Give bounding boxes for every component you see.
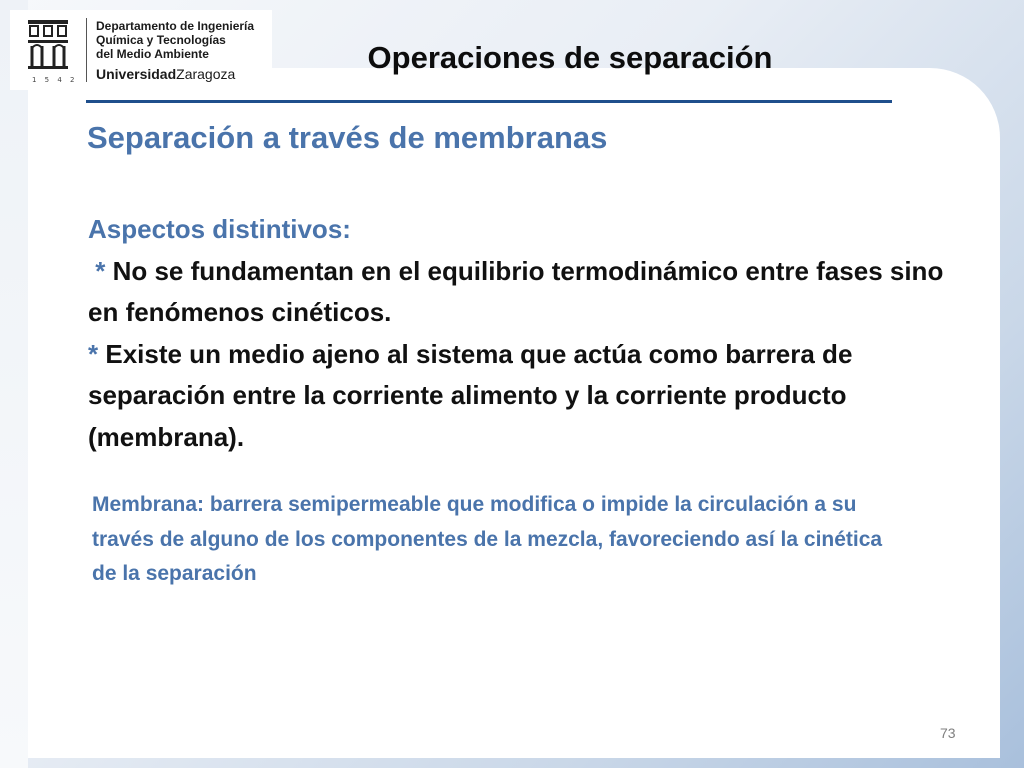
university-name-bold: Universidad: [96, 66, 177, 82]
department-line-1: Departamento de Ingeniería: [96, 19, 255, 33]
title-underline: [86, 100, 892, 103]
bullet-2: [88, 334, 948, 459]
logo-year: 1 5 4 2: [32, 76, 78, 84]
university-crest-icon: [26, 18, 70, 70]
department-line-2: Química y Tecnologías: [96, 33, 226, 47]
slide-body: [88, 209, 948, 458]
slide-title: Operaciones de separación: [367, 40, 773, 75]
bullet-2-marker: *: [88, 338, 99, 369]
department-name: [96, 19, 254, 61]
bullet-1-marker: *: [95, 255, 106, 286]
slide-left-margin: [0, 0, 28, 768]
university-name: [96, 66, 235, 82]
bullet-2-text: Existe un medio ajeno al sistema que actúa como barrera de separación entre la corriente alimento y la corriente producto (membrana).: [88, 338, 853, 452]
university-name-light: Zaragoza: [176, 66, 236, 82]
membrane-definition: Membrana: barrera semipermeable que modifica o impide la circulación a su través de alguno de los componentes de la mezcla, favoreciendo así la cinética de la separación: [92, 493, 883, 585]
body-heading: Aspectos distintivos:: [88, 214, 351, 244]
university-logo: [10, 10, 272, 90]
bullet-1-text: No se fundamentan en el equilibrio termodinámico entre fases sino en fenómenos cinéticos.: [88, 255, 944, 327]
page-number: 73: [940, 725, 956, 741]
slide-subtitle: Separación a través de membranas: [87, 120, 608, 155]
department-line-3: del Medio Ambiente: [96, 47, 209, 61]
bullet-1: [88, 251, 948, 334]
logo-divider: [86, 18, 87, 82]
